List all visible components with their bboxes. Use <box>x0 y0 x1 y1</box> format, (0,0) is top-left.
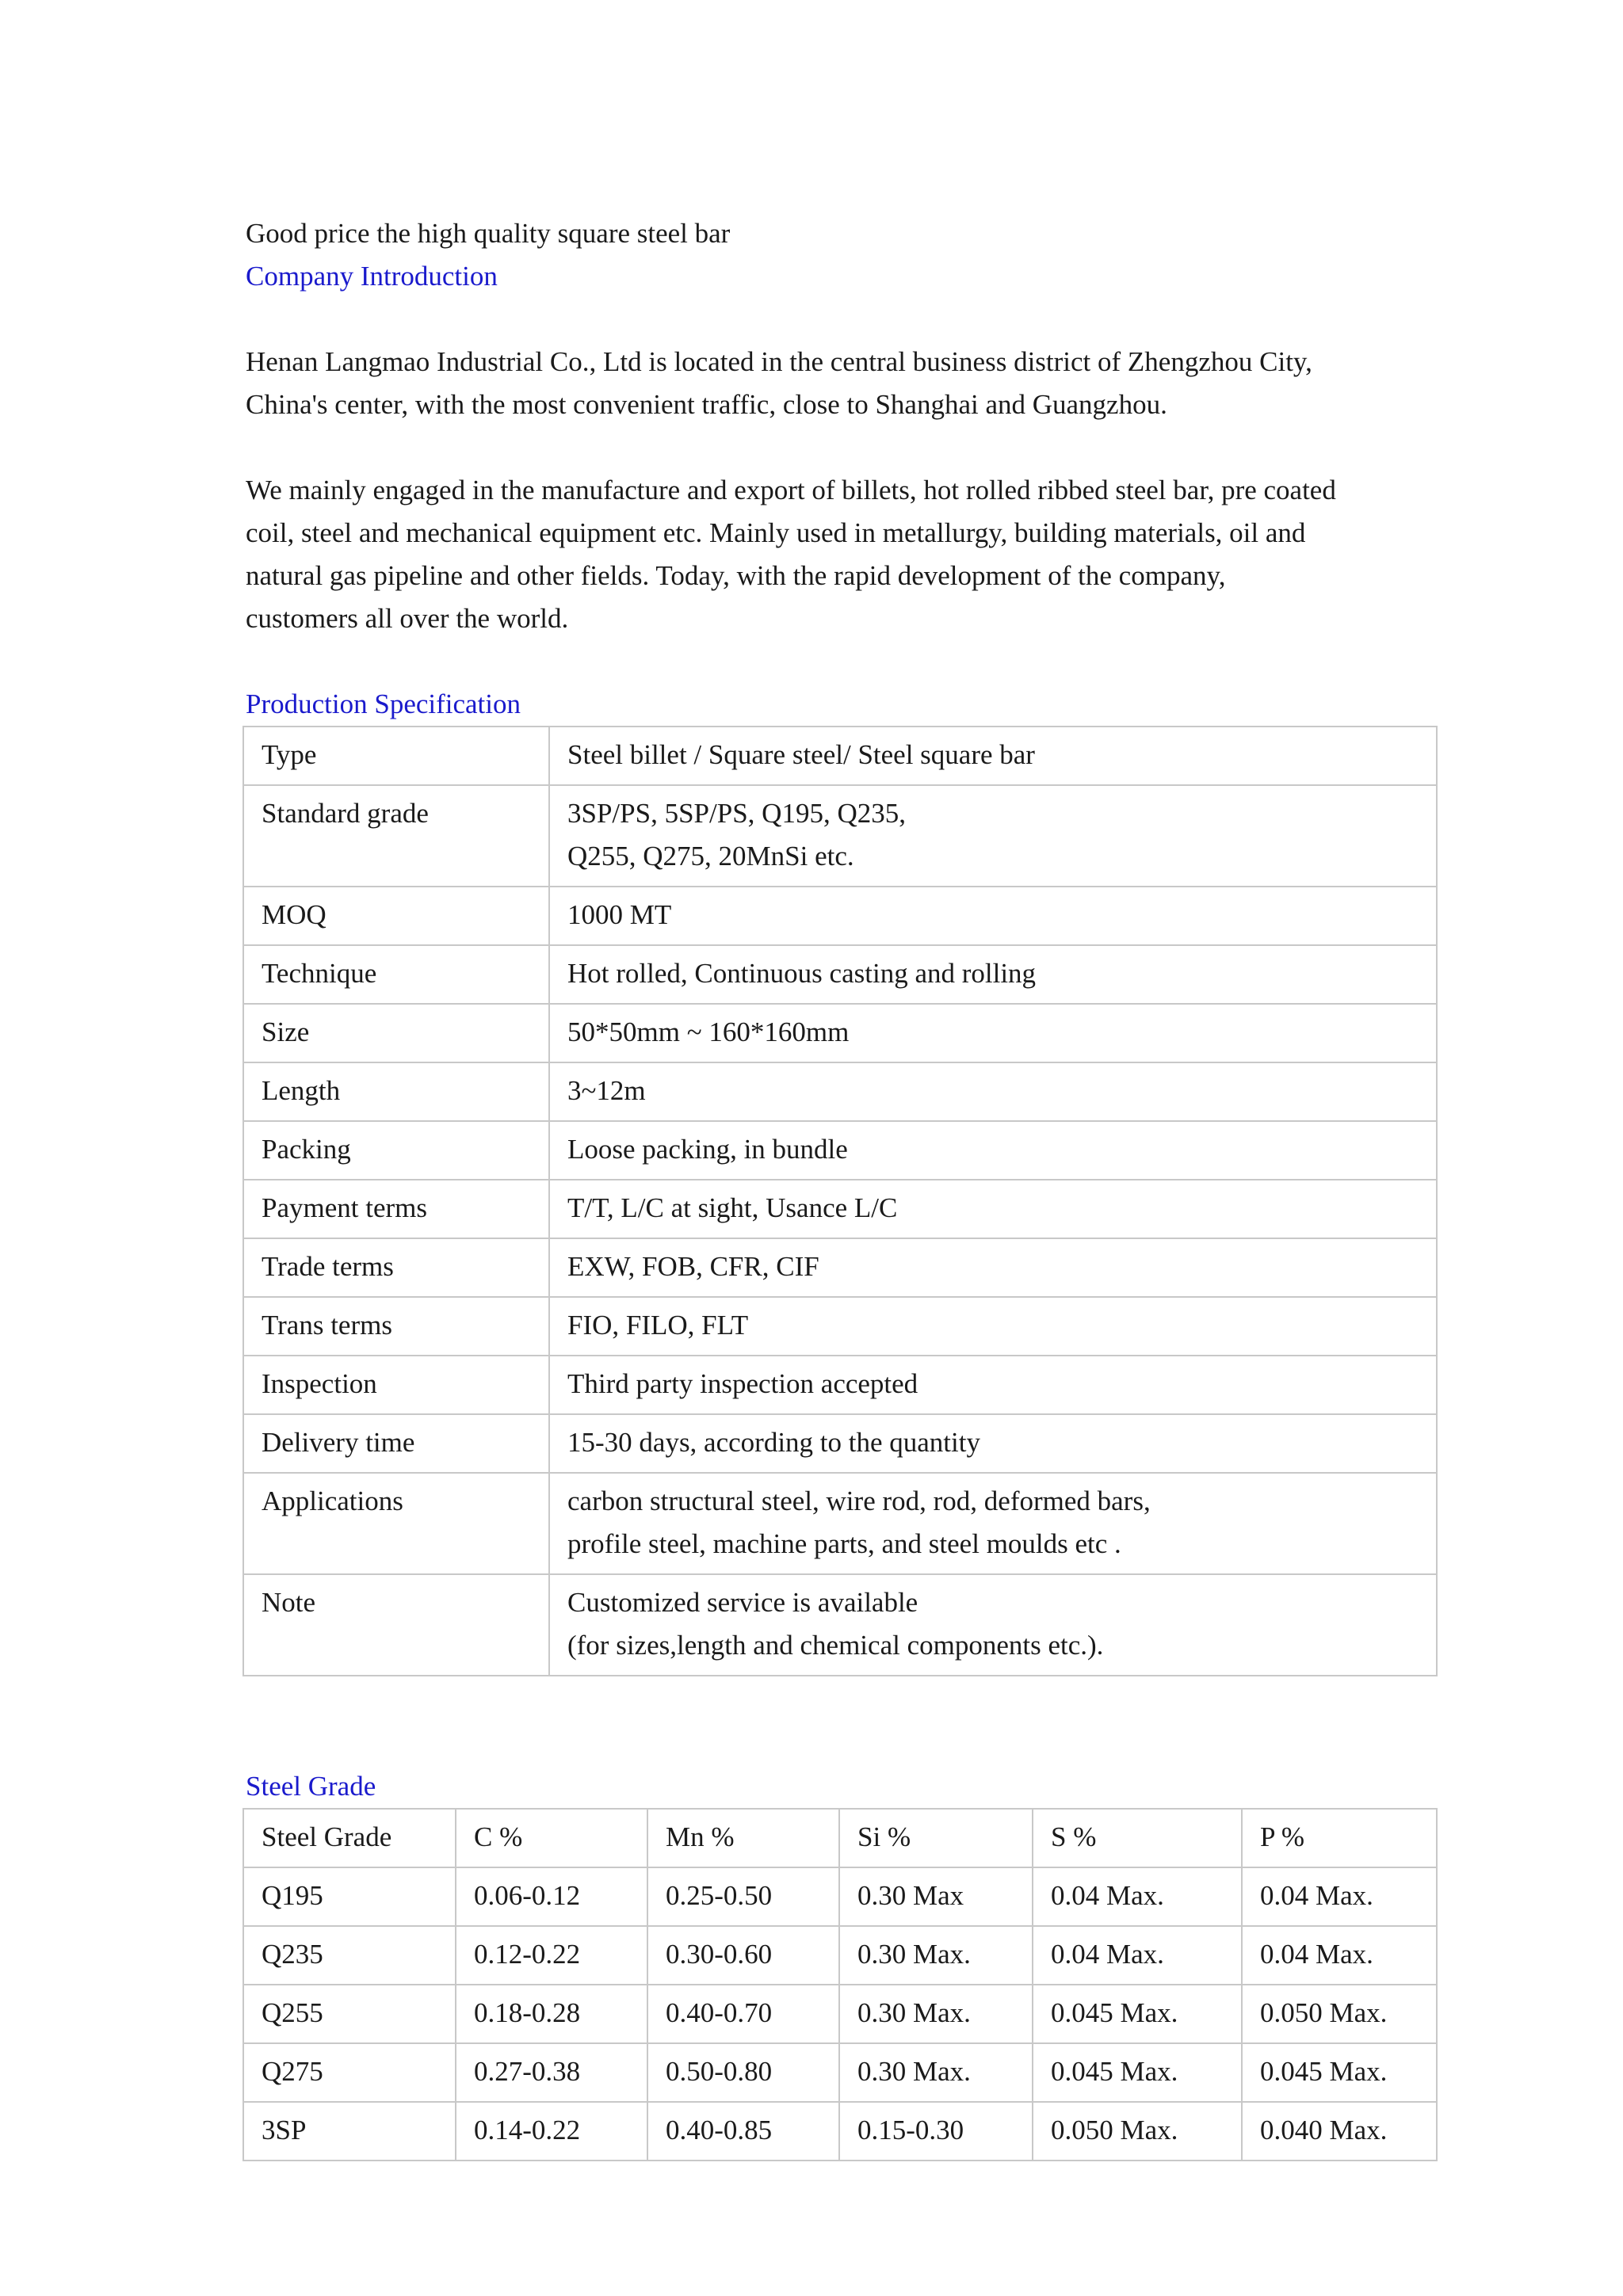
grade-cell: 0.30 Max. <box>839 1926 1033 1985</box>
spec-value-line: T/T, L/C at sight, Usance L/C <box>567 1192 898 1223</box>
spec-row <box>243 1473 1437 1574</box>
grade-cell: 0.045 Max. <box>1033 1985 1242 2043</box>
spec-label: Packing <box>243 1121 549 1180</box>
spec-value <box>549 1414 1437 1473</box>
page-title: Good price the high quality square steel bar <box>246 218 731 249</box>
grade-cell: 0.04 Max. <box>1033 1926 1242 1985</box>
spec-value-line: Loose packing, in bundle <box>567 1134 848 1165</box>
grade-row <box>243 1867 1437 1926</box>
spec-value <box>549 1297 1437 1356</box>
spec-row <box>243 945 1437 1004</box>
grade-cell: 0.30-0.60 <box>647 1926 839 1985</box>
grade-cell: 3SP <box>243 2102 456 2161</box>
grade-row <box>243 1985 1437 2043</box>
grade-cell: Q235 <box>243 1926 456 1985</box>
spec-value-line: EXW, FOB, CFR, CIF <box>567 1251 819 1282</box>
spec-value <box>549 1356 1437 1414</box>
spec-label: Inspection <box>243 1356 549 1414</box>
spec-value-line: 3~12m <box>567 1075 646 1106</box>
intro-p1-line: Henan Langmao Industrial Co., Ltd is located in the central business district of Zhengzhou City, <box>246 346 1312 377</box>
intro-p2-line: natural gas pipeline and other fields. Today, with the rapid development of the company, <box>246 560 1226 591</box>
spec-value <box>549 1180 1437 1238</box>
spec-row <box>243 1121 1437 1180</box>
grade-cell: 0.04 Max. <box>1242 1867 1437 1926</box>
spec-value <box>549 1574 1437 1676</box>
grade-cell: 0.040 Max. <box>1242 2102 1437 2161</box>
spec-value <box>549 1062 1437 1121</box>
grade-cell: 0.50-0.80 <box>647 2043 839 2102</box>
spec-row <box>243 1180 1437 1238</box>
grade-cell: 0.40-0.70 <box>647 1985 839 2043</box>
grade-row <box>243 1926 1437 1985</box>
spec-row <box>243 1297 1437 1356</box>
spec-value-line: Customized service is available <box>567 1587 918 1618</box>
spec-value-line: Q255, Q275, 20MnSi etc. <box>567 841 854 871</box>
spec-label: Delivery time <box>243 1414 549 1473</box>
spec-value <box>549 945 1437 1004</box>
grade-header-cell: Mn % <box>647 1809 839 1867</box>
spec-value-line: (for sizes,length and chemical components etc.). <box>567 1630 1104 1661</box>
spec-label: Standard grade <box>243 785 549 887</box>
intro-p1-line: China's center, with the most convenient traffic, close to Shanghai and Guangzhou. <box>246 389 1167 420</box>
grade-cell: 0.050 Max. <box>1242 1985 1437 2043</box>
grade-cell: Q195 <box>243 1867 456 1926</box>
grade-cell: 0.06-0.12 <box>456 1867 647 1926</box>
spec-value-line: Hot rolled, Continuous casting and rolling <box>567 958 1037 989</box>
grade-cell: 0.04 Max. <box>1033 1867 1242 1926</box>
grade-cell: 0.045 Max. <box>1242 2043 1437 2102</box>
production-spec-heading: Production Specification <box>246 688 521 719</box>
spec-value <box>549 1238 1437 1297</box>
grade-cell: 0.050 Max. <box>1033 2102 1242 2161</box>
spec-value-line: 15-30 days, according to the quantity <box>567 1427 980 1458</box>
spec-label: Applications <box>243 1473 549 1574</box>
spec-value-line: FIO, FILO, FLT <box>567 1310 749 1341</box>
spec-value <box>549 1004 1437 1062</box>
spec-label: Trans terms <box>243 1297 549 1356</box>
grade-cell: 0.045 Max. <box>1033 2043 1242 2102</box>
spec-value-line: 50*50mm ~ 160*160mm <box>567 1016 850 1047</box>
grade-cell: 0.25-0.50 <box>647 1867 839 1926</box>
spec-row <box>243 1238 1437 1297</box>
spec-value-line: Steel billet / Square steel/ Steel square bar <box>567 739 1035 770</box>
spec-value <box>549 1473 1437 1574</box>
intro-paragraph-1 <box>246 341 1438 426</box>
spec-value-line: profile steel, machine parts, and steel moulds etc . <box>567 1528 1121 1559</box>
grade-header-cell: Steel Grade <box>243 1809 456 1867</box>
spec-label: Type <box>243 727 549 785</box>
spec-row <box>243 785 1437 887</box>
production-spec-table <box>242 726 1438 1676</box>
grade-header-cell: Si % <box>839 1809 1033 1867</box>
grade-cell: 0.30 Max <box>839 1867 1033 1926</box>
grade-header-row <box>243 1809 1437 1867</box>
spec-label: Technique <box>243 945 549 1004</box>
spec-value <box>549 785 1437 887</box>
grade-cell: Q255 <box>243 1985 456 2043</box>
grade-cell: 0.12-0.22 <box>456 1926 647 1985</box>
spec-label: Trade terms <box>243 1238 549 1297</box>
grade-header-cell: P % <box>1242 1809 1437 1867</box>
spec-value <box>549 1121 1437 1180</box>
grade-cell: 0.14-0.22 <box>456 2102 647 2161</box>
spec-label: Note <box>243 1574 549 1676</box>
spec-label: MOQ <box>243 887 549 945</box>
spec-value-line: Third party inspection accepted <box>567 1368 918 1399</box>
intro-paragraph-2 <box>246 469 1438 640</box>
spec-row <box>243 1574 1437 1676</box>
spec-row <box>243 887 1437 945</box>
grade-header-cell: S % <box>1033 1809 1242 1867</box>
grade-header-cell: C % <box>456 1809 647 1867</box>
spec-value <box>549 727 1437 785</box>
intro-p2-line: customers all over the world. <box>246 603 569 634</box>
grade-cell: 0.30 Max. <box>839 1985 1033 2043</box>
grade-cell: 0.40-0.85 <box>647 2102 839 2161</box>
spec-row <box>243 1004 1437 1062</box>
grade-cell: 0.04 Max. <box>1242 1926 1437 1985</box>
spec-row <box>243 727 1437 785</box>
company-intro-heading: Company Introduction <box>246 261 498 292</box>
grade-cell: 0.15-0.30 <box>839 2102 1033 2161</box>
intro-p2-line: We mainly engaged in the manufacture and export of billets, hot rolled ribbed steel bar, pre coated <box>246 475 1336 505</box>
steel-grade-table <box>242 1808 1438 2161</box>
spec-value-line: 1000 MT <box>567 899 672 930</box>
grade-row <box>243 2043 1437 2102</box>
spec-label: Length <box>243 1062 549 1121</box>
document-page <box>246 212 1438 2161</box>
spec-row <box>243 1356 1437 1414</box>
grade-cell: 0.18-0.28 <box>456 1985 647 2043</box>
spec-value <box>549 887 1437 945</box>
grade-row <box>243 2102 1437 2161</box>
spec-row <box>243 1062 1437 1121</box>
intro-p2-line: coil, steel and mechanical equipment etc. Mainly used in metallurgy, building materials, oil and <box>246 517 1306 548</box>
grade-cell: Q275 <box>243 2043 456 2102</box>
spec-label: Payment terms <box>243 1180 549 1238</box>
grade-cell: 0.27-0.38 <box>456 2043 647 2102</box>
spec-label: Size <box>243 1004 549 1062</box>
steel-grade-heading: Steel Grade <box>246 1771 376 1802</box>
spec-row <box>243 1414 1437 1473</box>
spec-value-line: carbon structural steel, wire rod, rod, deformed bars, <box>567 1486 1151 1516</box>
spec-value-line: 3SP/PS, 5SP/PS, Q195, Q235, <box>567 798 906 829</box>
grade-cell: 0.30 Max. <box>839 2043 1033 2102</box>
